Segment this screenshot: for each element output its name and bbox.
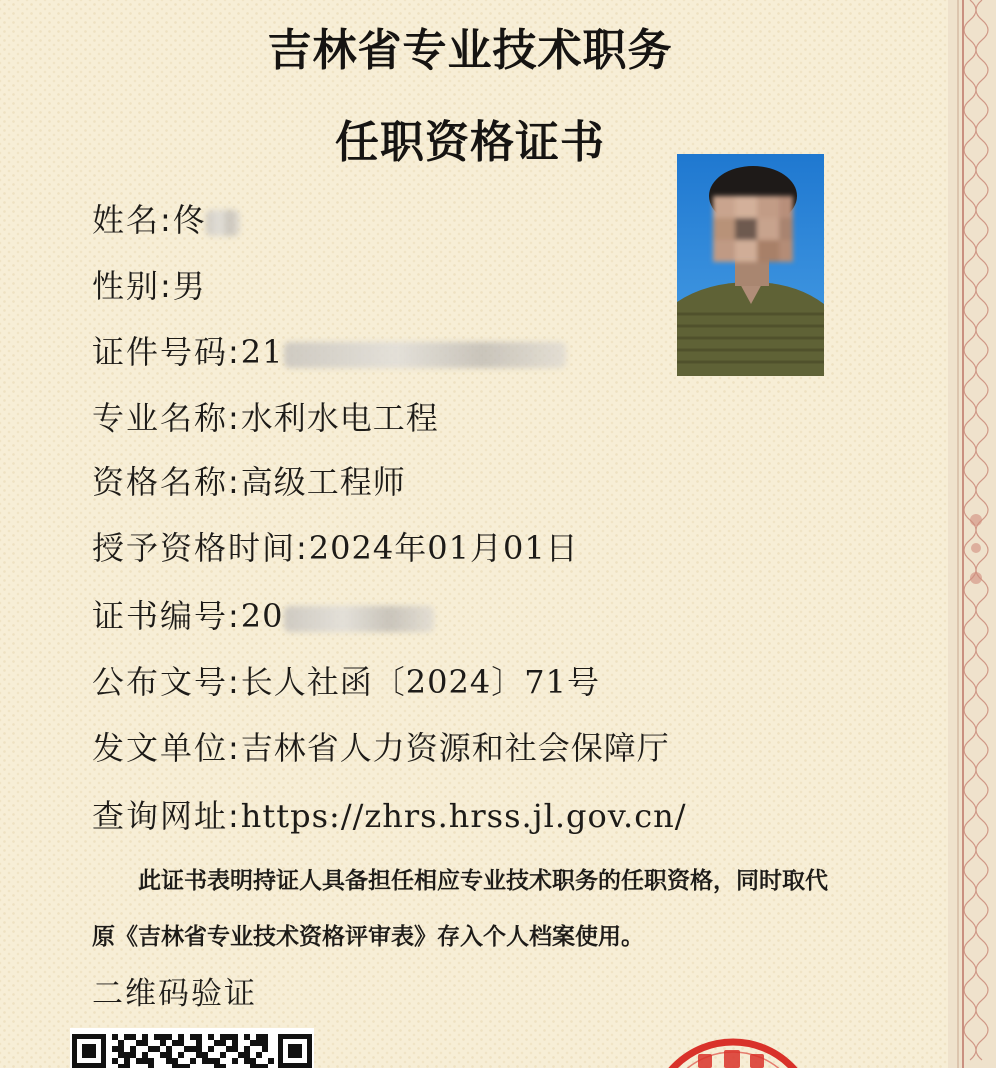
id-number-value: 21 — [240, 333, 284, 371]
decorative-border — [948, 0, 996, 1068]
name-value: 佟 — [172, 201, 206, 239]
statement-line2: 原《吉林省专业技术资格评审表》存入个人档案使用。 — [92, 924, 644, 950]
gender-label: 性别: — [92, 267, 173, 305]
certificate-title-line2: 任职资格证书 — [335, 117, 605, 168]
field-qualification — [92, 462, 406, 502]
field-major — [92, 398, 439, 438]
qr-heading: 二维码验证 — [92, 976, 257, 1012]
qualification-value: 高级工程师 — [240, 463, 406, 501]
field-cert-number — [92, 596, 434, 636]
major-value: 水利水电工程 — [240, 399, 439, 437]
field-grant-date — [92, 528, 579, 568]
doc-number-label: 公布文号: — [92, 663, 241, 701]
qr-code-icon[interactable] — [70, 1028, 314, 1068]
redaction-blur — [284, 606, 434, 632]
grant-date-value: 2024年01月01日 — [308, 529, 579, 567]
certificate-title-line1: 吉林省专业技术职务 — [267, 25, 673, 76]
issuer-label: 发文单位: — [92, 729, 241, 767]
field-query-url — [92, 796, 687, 836]
gender-value: 男 — [172, 267, 206, 305]
qualification-label: 资格名称: — [92, 463, 241, 501]
field-gender — [92, 266, 206, 306]
cert-number-label: 证书编号: — [92, 597, 241, 635]
grant-date-label: 授予资格时间: — [92, 529, 309, 567]
cert-number-value: 20 — [240, 597, 284, 635]
query-url-label: 查询网址: — [92, 797, 241, 835]
official-seal-icon — [648, 1034, 818, 1068]
portrait-photo-icon — [677, 154, 824, 376]
field-name — [92, 200, 240, 240]
query-url-value[interactable]: https://zhrs.hrss.jl.gov.cn/ — [240, 797, 687, 835]
doc-number-value: 长人社函〔2024〕71号 — [240, 663, 600, 701]
redaction-blur — [284, 342, 566, 368]
redaction-blur — [206, 210, 240, 236]
major-label: 专业名称: — [92, 399, 241, 437]
statement-line1: 此证书表明持证人具备担任相应专业技术职务的任职资格，同时取代 — [138, 868, 828, 894]
field-id-number — [92, 332, 566, 372]
issuer-value: 吉林省人力资源和社会保障厅 — [240, 729, 670, 767]
name-label: 姓名: — [92, 201, 173, 239]
field-doc-number — [92, 662, 600, 702]
field-issuer — [92, 728, 670, 768]
id-number-label: 证件号码: — [92, 333, 241, 371]
